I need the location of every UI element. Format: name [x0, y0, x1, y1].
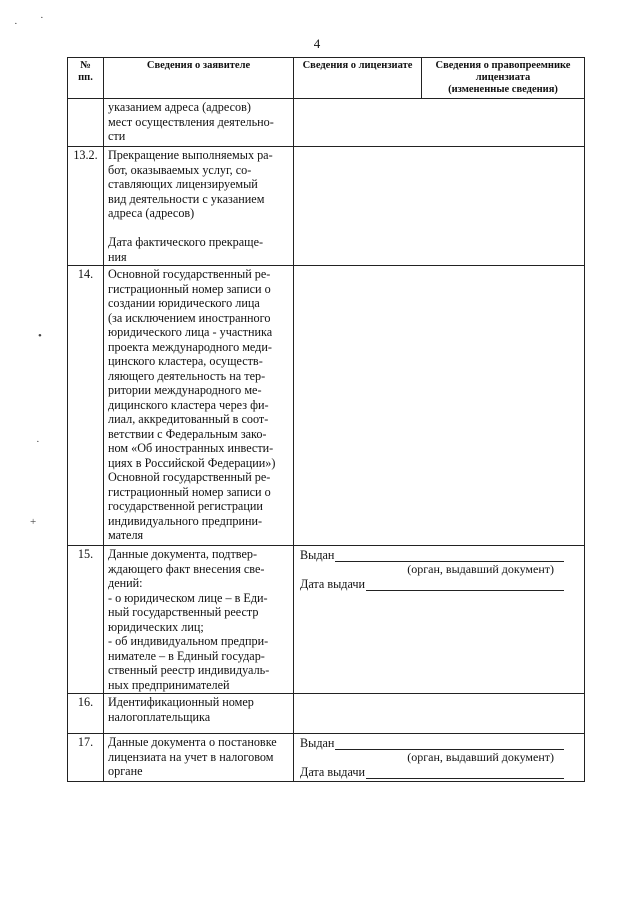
- crosshair-mark: +: [30, 516, 37, 528]
- issued-block: [298, 547, 580, 591]
- row-value[interactable]: [294, 99, 585, 147]
- issued-block: [298, 735, 580, 779]
- date-field[interactable]: [366, 767, 564, 779]
- table-row: [68, 147, 585, 266]
- header-num: № пп.: [68, 58, 104, 99]
- header-licensee: Сведения о лицензиате: [294, 58, 422, 99]
- row-text: Данные документа, подтвер- ждающего факт внесения све- дений: - о юридическом лице – в Еди- ный государственный реестр юридических лиц; - об индивидуальном предпри- нимателе – в Единый государ- ственный реестр индивидуаль- ных предпринимателей: [104, 546, 294, 694]
- row-value[interactable]: [294, 266, 585, 546]
- table-row: [68, 546, 585, 694]
- issued-note: (орган, выдавший документ): [407, 562, 554, 576]
- row-num: 15.: [68, 546, 104, 694]
- row-text: Данные документа о постановке лицензиата на учет в налоговом органе: [104, 734, 294, 782]
- table-row: [68, 99, 585, 147]
- row-value: [294, 546, 585, 694]
- issued-line: [300, 735, 578, 750]
- row-text: Прекращение выполняемых ра- бот, оказываемых услуг, со- ставляющих лицензируемый вид деятельности с указанием адреса (адресов) Дата фактического прекраще- ния: [104, 147, 294, 266]
- date-label: Дата выдачи: [300, 764, 366, 779]
- row-value[interactable]: [294, 694, 585, 734]
- scan-speck: ·: [14, 18, 18, 30]
- header-successor: Сведения о правопреемнике лицензиата (измененные сведения): [422, 58, 585, 99]
- row-text: Идентификационный номер налогоплательщика: [104, 694, 294, 734]
- row-value[interactable]: [294, 147, 585, 266]
- row-value: [294, 734, 585, 782]
- row-num: [68, 99, 104, 147]
- date-line: [300, 576, 578, 591]
- license-info-table: [67, 57, 585, 782]
- row-num: 17.: [68, 734, 104, 782]
- table-header-row: [68, 58, 585, 99]
- scan-speck: ·: [36, 436, 40, 448]
- issued-field[interactable]: [335, 550, 564, 562]
- page-number: 4: [313, 36, 321, 51]
- row-text: указанием адреса (адресов) мест осуществления деятельно- сти: [104, 99, 294, 147]
- date-field[interactable]: [366, 579, 564, 591]
- header-applicant: Сведения о заявителе: [104, 58, 294, 99]
- issued-line: [300, 547, 578, 562]
- issued-field[interactable]: [335, 738, 564, 750]
- row-num: 16.: [68, 694, 104, 734]
- scan-speck: ·: [40, 12, 44, 24]
- date-label: Дата выдачи: [300, 576, 366, 591]
- issued-label: Выдан: [300, 735, 335, 750]
- date-line: [300, 764, 578, 779]
- row-text: Основной государственный ре- гистрационный номер записи о создании юридического лица (за исключением иностранного юридического лица - участника проекта международного меди- цинского кластера, осуществ- ляющего деятельность на тер- ритории международного ме- дицинского кластера через фи- лиал, аккредитованный в соот- ветствии с Федеральным зако- ном «Об иностранных инвести- циях в Российской Федерации») Основной государственный ре- гистрационный номер записи о государственной регистрации индивидуального предприни- мателя: [104, 266, 294, 546]
- table-row: [68, 734, 585, 782]
- row-num: 13.2.: [68, 147, 104, 266]
- row-num: 14.: [68, 266, 104, 546]
- issued-label: Выдан: [300, 547, 335, 562]
- table-row: [68, 266, 585, 546]
- scan-speck: •: [38, 330, 42, 342]
- table-row: [68, 694, 585, 734]
- issued-note: (орган, выдавший документ): [407, 750, 554, 764]
